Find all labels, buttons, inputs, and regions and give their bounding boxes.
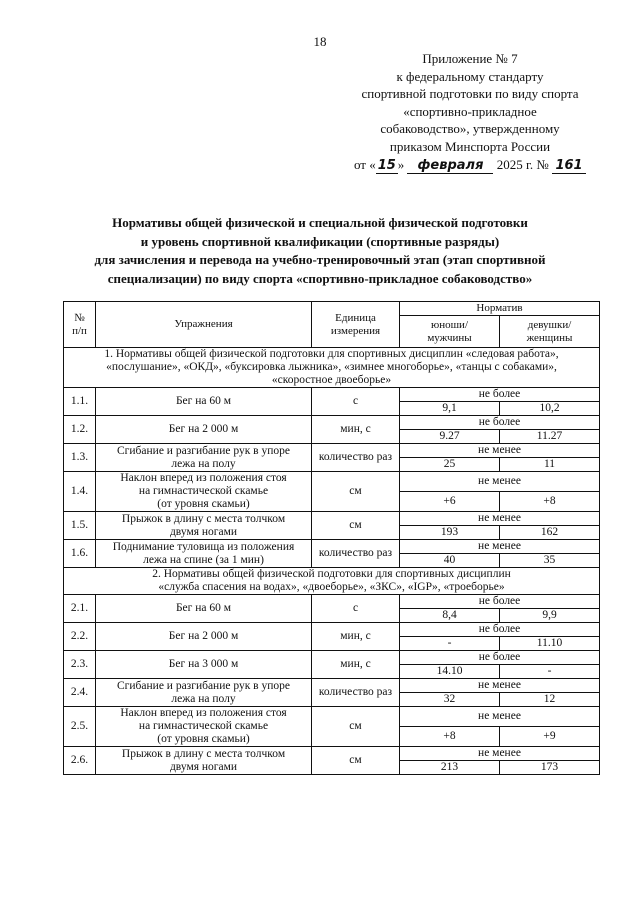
table-row — [64, 416, 600, 430]
exercise-cell — [96, 388, 312, 416]
title-line: специализации) по виду спорта «спортивно-прикладное собаководство» — [107, 270, 533, 286]
exercise-line: Прыжок в длину с места толчком — [121, 747, 286, 760]
section-heading-line: 1. Нормативы общей физической подготовки для спортивных дисциплин «следовая работа», — [104, 348, 559, 360]
exercise-cell — [96, 416, 312, 444]
appendix-line: «спортивно-прикладное — [403, 103, 537, 119]
exercise-line: Наклон вперед из положения стоя — [120, 472, 287, 484]
title-line: и уровень спортивной квалификации (спортивные разряды) — [140, 233, 500, 249]
table-row — [64, 651, 600, 665]
boys-value: +8 — [400, 727, 500, 747]
unit-cell: см — [312, 707, 400, 747]
section-row — [64, 348, 600, 388]
condition-cell: не менее — [400, 444, 600, 458]
title-line: Нормативы общей физической и специальной физической подготовки — [112, 215, 528, 230]
exercise-line: Наклон вперед из положения стоя — [120, 707, 287, 719]
appendix-line: Приложение № 7 — [422, 51, 518, 66]
exercise-line: Сгибание и разгибание рук в упоре — [117, 444, 290, 457]
appendix-date-line — [330, 156, 610, 174]
exercise-line: Бег на 60 м — [175, 395, 232, 407]
exercise-line: Бег на 60 м — [175, 602, 232, 614]
girls-value: - — [500, 665, 600, 679]
unit-cell: мин, с — [312, 651, 400, 679]
girls-value: 11.10 — [500, 637, 600, 651]
section-heading-line: «скоростное двоеборье» — [271, 374, 392, 386]
unit-cell: с — [312, 595, 400, 623]
girls-value: +9 — [500, 727, 600, 747]
section-heading — [64, 568, 600, 595]
header-exercise: Упражнения — [96, 302, 312, 348]
exercise-line: Бег на 2 000 м — [168, 423, 239, 435]
row-number: 2.2. — [64, 623, 96, 651]
exercise-cell — [96, 595, 312, 623]
condition-cell: не менее — [400, 540, 600, 554]
norms-table — [63, 301, 600, 775]
exercise-line: (от уровня скамьи) — [157, 498, 250, 510]
girls-value: 35 — [500, 554, 600, 568]
unit-cell: количество раз — [312, 444, 400, 472]
exercise-cell — [96, 444, 312, 472]
exercise-line: Поднимание туловища из положения — [112, 540, 295, 553]
handwritten-day: 15 — [377, 157, 396, 173]
condition-cell: не менее — [400, 472, 600, 492]
header-boys: юноши/ мужчины — [400, 316, 500, 348]
section-heading-line: «служба спасения на водах», «двоеборье», «ЗКС», «IGP», «троеборье» — [158, 581, 505, 593]
boys-value: - — [400, 637, 500, 651]
condition-cell: не менее — [400, 747, 600, 761]
condition-cell: не более — [400, 388, 600, 402]
exercise-line: Прыжок в длину с места толчком — [121, 512, 286, 525]
condition-cell: не менее — [400, 707, 600, 727]
exercise-line: двумя ногами — [169, 525, 238, 538]
boys-value: 14.10 — [400, 665, 500, 679]
page-number: 18 — [313, 34, 327, 49]
table-row — [64, 747, 600, 761]
unit-cell: см — [312, 747, 400, 775]
table-row — [64, 472, 600, 492]
table-row — [64, 623, 600, 637]
exercise-cell — [96, 472, 312, 512]
unit-cell: см — [312, 512, 400, 540]
exercise-cell — [96, 679, 312, 707]
unit-cell: с — [312, 388, 400, 416]
table-row — [64, 444, 600, 458]
table-row — [64, 540, 600, 554]
condition-cell: не более — [400, 623, 600, 637]
exercise-line: лежа на полу — [171, 692, 236, 705]
boys-value: 193 — [400, 526, 500, 540]
exercise-cell — [96, 707, 312, 747]
boys-value: 32 — [400, 693, 500, 707]
handwritten-month: февраля — [407, 159, 493, 174]
row-number: 2.4. — [64, 679, 96, 707]
appendix-line: собаководство», утвержденному — [380, 121, 560, 137]
date-suffix: 2025 г. № — [496, 156, 549, 172]
date-mid: » — [397, 156, 405, 172]
section-heading-line: 2. Нормативы общей физической подготовки для спортивных дисциплин — [152, 568, 511, 580]
girls-value: +8 — [500, 492, 600, 512]
exercise-line: Бег на 3 000 м — [168, 658, 239, 670]
boys-value: 40 — [400, 554, 500, 568]
row-number: 1.1. — [64, 388, 96, 416]
exercise-cell — [96, 651, 312, 679]
exercise-line: на гимнастической скамье — [138, 485, 269, 497]
document-title — [40, 214, 600, 288]
row-number: 2.1. — [64, 595, 96, 623]
handwritten-order-number: 161 — [552, 159, 586, 174]
girls-value: 10,2 — [500, 402, 600, 416]
row-number: 1.2. — [64, 416, 96, 444]
girls-value: 11 — [500, 458, 600, 472]
table-row — [64, 512, 600, 526]
condition-cell: не более — [400, 595, 600, 609]
unit-cell: см — [312, 472, 400, 512]
exercise-line: лежа на полу — [171, 457, 236, 470]
exercise-line: двумя ногами — [169, 760, 238, 773]
row-number: 2.5. — [64, 707, 96, 747]
unit-cell: количество раз — [312, 540, 400, 568]
section-row — [64, 568, 600, 595]
boys-value: 25 — [400, 458, 500, 472]
unit-cell: количество раз — [312, 679, 400, 707]
condition-cell: не более — [400, 416, 600, 430]
appendix-line: спортивной подготовки по виду спорта — [361, 86, 579, 102]
header-number: № п/п — [64, 302, 96, 348]
section-heading — [64, 348, 600, 388]
row-number: 1.3. — [64, 444, 96, 472]
row-number: 2.3. — [64, 651, 96, 679]
girls-value: 173 — [500, 761, 600, 775]
girls-value: 12 — [500, 693, 600, 707]
exercise-cell — [96, 623, 312, 651]
girls-value: 9,9 — [500, 609, 600, 623]
table-row — [64, 707, 600, 727]
exercise-line: лежа на спине (за 1 мин) — [143, 553, 264, 566]
header-girls: девушки/ женщины — [500, 316, 600, 348]
table-row — [64, 595, 600, 609]
girls-value: 162 — [500, 526, 600, 540]
girls-value: 11.27 — [500, 430, 600, 444]
title-line: для зачисления и перевода на учебно-тренировочный этап (этап спортивной — [94, 252, 546, 267]
unit-cell: мин, с — [312, 623, 400, 651]
condition-cell: не более — [400, 651, 600, 665]
exercise-line: Бег на 2 000 м — [168, 630, 239, 642]
row-number: 2.6. — [64, 747, 96, 775]
header-norm: Норматив — [400, 302, 600, 316]
exercise-line: Сгибание и разгибание рук в упоре — [117, 679, 290, 692]
boys-value: 9.27 — [400, 430, 500, 444]
exercise-cell — [96, 540, 312, 568]
boys-value: 8,4 — [400, 609, 500, 623]
unit-cell: мин, с — [312, 416, 400, 444]
row-number: 1.4. — [64, 472, 96, 512]
section-heading-line: «послушание», «ОКД», «буксировка лыжника», «зимнее многоборье», «танцы с собаками», — [106, 361, 557, 373]
date-prefix: от « — [353, 156, 376, 172]
table-row — [64, 388, 600, 402]
exercise-cell — [96, 747, 312, 775]
condition-cell: не менее — [400, 512, 600, 526]
table-row — [64, 679, 600, 693]
appendix-line: к федеральному стандарту — [396, 68, 544, 84]
appendix-line: приказом Минспорта России — [389, 138, 551, 154]
appendix-block — [330, 50, 610, 174]
condition-cell: не менее — [400, 679, 600, 693]
boys-value: +6 — [400, 492, 500, 512]
exercise-cell — [96, 512, 312, 540]
row-number: 1.6. — [64, 540, 96, 568]
boys-value: 9,1 — [400, 402, 500, 416]
exercise-line: (от уровня скамьи) — [157, 733, 250, 745]
row-number: 1.5. — [64, 512, 96, 540]
exercise-line: на гимнастической скамье — [138, 720, 269, 732]
header-unit: Единица измерения — [312, 302, 400, 348]
boys-value: 213 — [400, 761, 500, 775]
